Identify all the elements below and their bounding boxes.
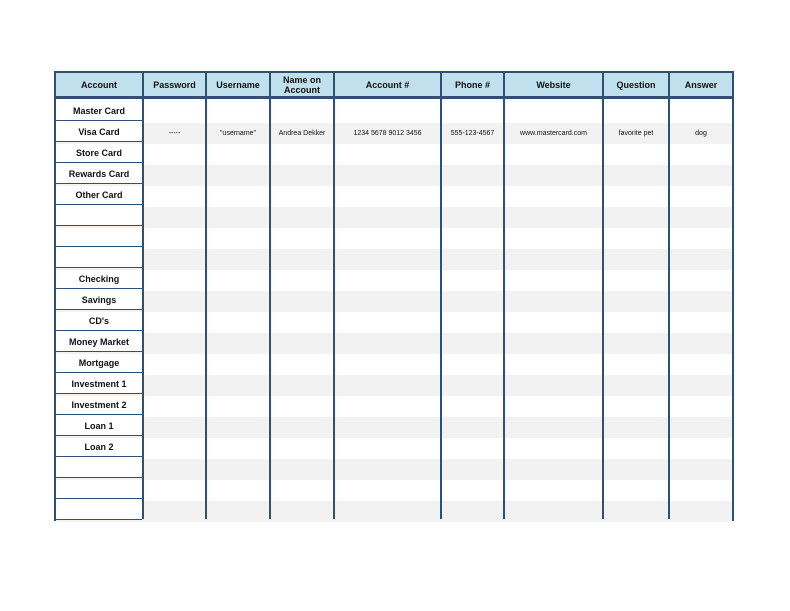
- table-row: [56, 102, 732, 123]
- account-label-cell: Store Card: [56, 144, 142, 163]
- account-label-cell: Visa Card: [56, 123, 142, 142]
- account-label-cell: Rewards Card: [56, 165, 142, 184]
- column-divider: [333, 73, 335, 519]
- header-account: Account: [81, 79, 117, 90]
- account-label-cell: [56, 480, 142, 499]
- account-label-cell: [56, 228, 142, 247]
- cell-password: -----: [168, 130, 181, 137]
- table-row: [56, 375, 732, 396]
- column-divider: [668, 73, 670, 519]
- account-label-cell: [56, 249, 142, 268]
- table-row: [56, 270, 732, 291]
- cell-website: www.mastercard.com: [520, 130, 587, 137]
- account-label-cell: Other Card: [56, 186, 142, 205]
- account-label-cell: Loan 1: [56, 417, 142, 436]
- header-name-on-account: Name on Account: [282, 74, 321, 95]
- header-phone: Phone #: [454, 79, 490, 90]
- table-row: [56, 333, 732, 354]
- table-row: [56, 291, 732, 312]
- cell-name-on-account: Andrea Dekker: [278, 130, 326, 137]
- password-log-table: [54, 71, 734, 521]
- table-row: [56, 459, 732, 480]
- header-password: Password: [153, 79, 196, 90]
- account-label-cell: [56, 459, 142, 478]
- table-row: [56, 207, 732, 228]
- table-row: [56, 417, 732, 438]
- table-row: [56, 480, 732, 501]
- column-divider: [602, 73, 604, 519]
- column-divider: [205, 73, 207, 519]
- cell-answer: dog: [695, 130, 707, 137]
- account-label-cell: Investment 1: [56, 375, 142, 394]
- table-row: [56, 438, 732, 459]
- cell-phone: 555-123-4567: [450, 130, 495, 137]
- column-divider: [440, 73, 442, 519]
- cell-username: "username": [219, 130, 257, 137]
- header-website: Website: [536, 79, 571, 90]
- table-row: [56, 123, 732, 144]
- column-divider: [269, 73, 271, 519]
- table-row: [56, 396, 732, 417]
- header-answer: Answer: [684, 79, 718, 90]
- table-row: [56, 144, 732, 165]
- column-divider: [142, 73, 144, 519]
- account-label-cell: Master Card: [56, 102, 142, 121]
- table-row: [56, 312, 732, 333]
- table-row: [56, 228, 732, 249]
- account-label-cell: Mortgage: [56, 354, 142, 373]
- account-label-cell: Investment 2: [56, 396, 142, 415]
- table-row: [56, 354, 732, 375]
- account-label-cell: [56, 207, 142, 226]
- table-header-row: [56, 73, 732, 99]
- table-row: [56, 186, 732, 207]
- column-divider: [503, 73, 505, 519]
- account-label-cell: Loan 2: [56, 438, 142, 457]
- account-label-cell: [56, 501, 142, 520]
- account-label-cell: Savings: [56, 291, 142, 310]
- account-label-cell: Money Market: [56, 333, 142, 352]
- header-question: Question: [616, 79, 656, 90]
- table-row: [56, 165, 732, 186]
- cell-account-number: 1234 5678 9012 3456: [353, 130, 422, 137]
- account-label-cell: Checking: [56, 270, 142, 289]
- header-account-number: Account #: [365, 79, 410, 90]
- account-label-cell: CD's: [56, 312, 142, 331]
- table-row: [56, 249, 732, 270]
- header-username: Username: [216, 79, 260, 90]
- cell-question: favorite pet: [618, 130, 654, 137]
- table-row: [56, 501, 732, 522]
